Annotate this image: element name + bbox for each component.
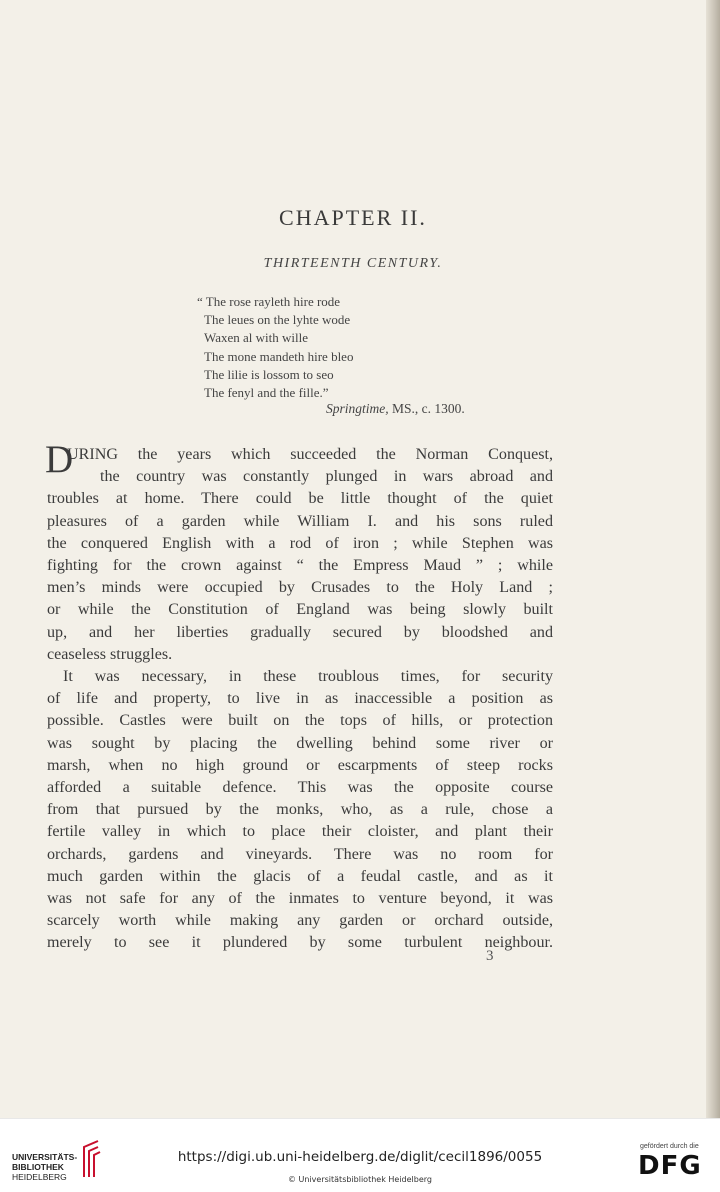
- text-line: much garden within the glacis of a feudal castle, and as it: [47, 867, 553, 885]
- text-line: fighting for the crown against “ the Empress Maud ” ; while: [47, 557, 553, 575]
- epigraph-source: [326, 401, 465, 417]
- epigraph-poem: [197, 293, 353, 402]
- poem-line: The lilie is lossom to seo: [204, 366, 334, 382]
- page-number: 3: [486, 948, 494, 964]
- text-line: marsh, when no high ground or escarpments of steep rocks: [47, 756, 553, 774]
- text-line: pleasures of a garden while William I. and his sons ruled: [47, 512, 553, 530]
- text-line: men’s minds were occupied by Crusades to the Holy Land ;: [47, 579, 553, 597]
- poem-line: The fenyl and the fille.”: [204, 385, 329, 401]
- paragraph-2: [47, 666, 553, 955]
- text-line: URING the years which succeeded the Norman Conquest,: [67, 446, 553, 463]
- text-line: troubles at home. There could be little thought of the quiet: [47, 490, 553, 508]
- copyright-notice: © Universitätsbibliothek Heidelberg: [287, 1175, 432, 1184]
- text-line: ceaseless struggles.: [47, 645, 173, 663]
- text-line: the country was constantly plunged in wars abroad and: [100, 468, 553, 486]
- viewer-footer: [0, 1118, 720, 1192]
- source-detail: MS., c. 1300.: [388, 401, 465, 416]
- funder-note: gefördert durch die: [640, 1143, 699, 1150]
- poem-line: The leues on the lyhte wode: [204, 312, 351, 328]
- text-line: the conquered English with a rod of iron ; while Stephen was: [47, 534, 553, 552]
- chapter-title: CHAPTER II.: [279, 205, 427, 230]
- paragraph-1: [45, 438, 553, 666]
- source-title: Springtime,: [326, 401, 389, 416]
- text-line: It was necessary, in these troublous times, for security: [63, 668, 553, 685]
- drop-cap: D: [45, 438, 74, 481]
- text-line: orchards, gardens and vineyards. There was no room for: [47, 845, 553, 863]
- text-line: or while the Constitution of England was being slowly built: [47, 601, 553, 619]
- text-line: up, and her liberties gradually secured by bloodshed and: [47, 623, 553, 641]
- permalink-url[interactable]: https://digi.ub.uni-heidelberg.de/diglit/cecil1896/0055: [177, 1149, 543, 1165]
- poem-line: The mone mandeth hire bleo: [204, 348, 354, 364]
- library-line: BIBLIOTHEK: [12, 1162, 64, 1172]
- text-line: was not safe for any of the inmates to venture beyond, it was: [47, 890, 553, 908]
- page-spine-shadow: [706, 0, 720, 1118]
- text-line: fertile valley in which to place their cloister, and plant their: [47, 823, 553, 841]
- chapter-subtitle: THIRTEENTH CENTURY.: [263, 256, 443, 271]
- text-line: from that pursued by the monks, who, as a rule, chose a: [47, 801, 553, 819]
- text-line: was sought by placing the dwelling behind some river or: [47, 734, 553, 752]
- library-line: HEIDELBERG: [12, 1172, 67, 1182]
- text-line: possible. Castles were built on the tops of hills, or protection: [47, 712, 553, 730]
- poem-line: “ The rose rayleth hire rode: [197, 294, 341, 309]
- text-line: afforded a suitable defence. This was the opposite course: [47, 779, 553, 797]
- text-line: scarcely worth while making any garden or orchard outside,: [47, 912, 553, 930]
- library-line: UNIVERSITÄTS-: [12, 1152, 78, 1162]
- poem-line: Waxen al with wille: [204, 330, 309, 346]
- dfg-logo: DFG: [638, 1151, 702, 1181]
- text-line: of life and property, to live in as inaccessible a position as: [47, 690, 553, 708]
- text-line: merely to see it plundered by some turbulent neighbour.: [47, 934, 553, 952]
